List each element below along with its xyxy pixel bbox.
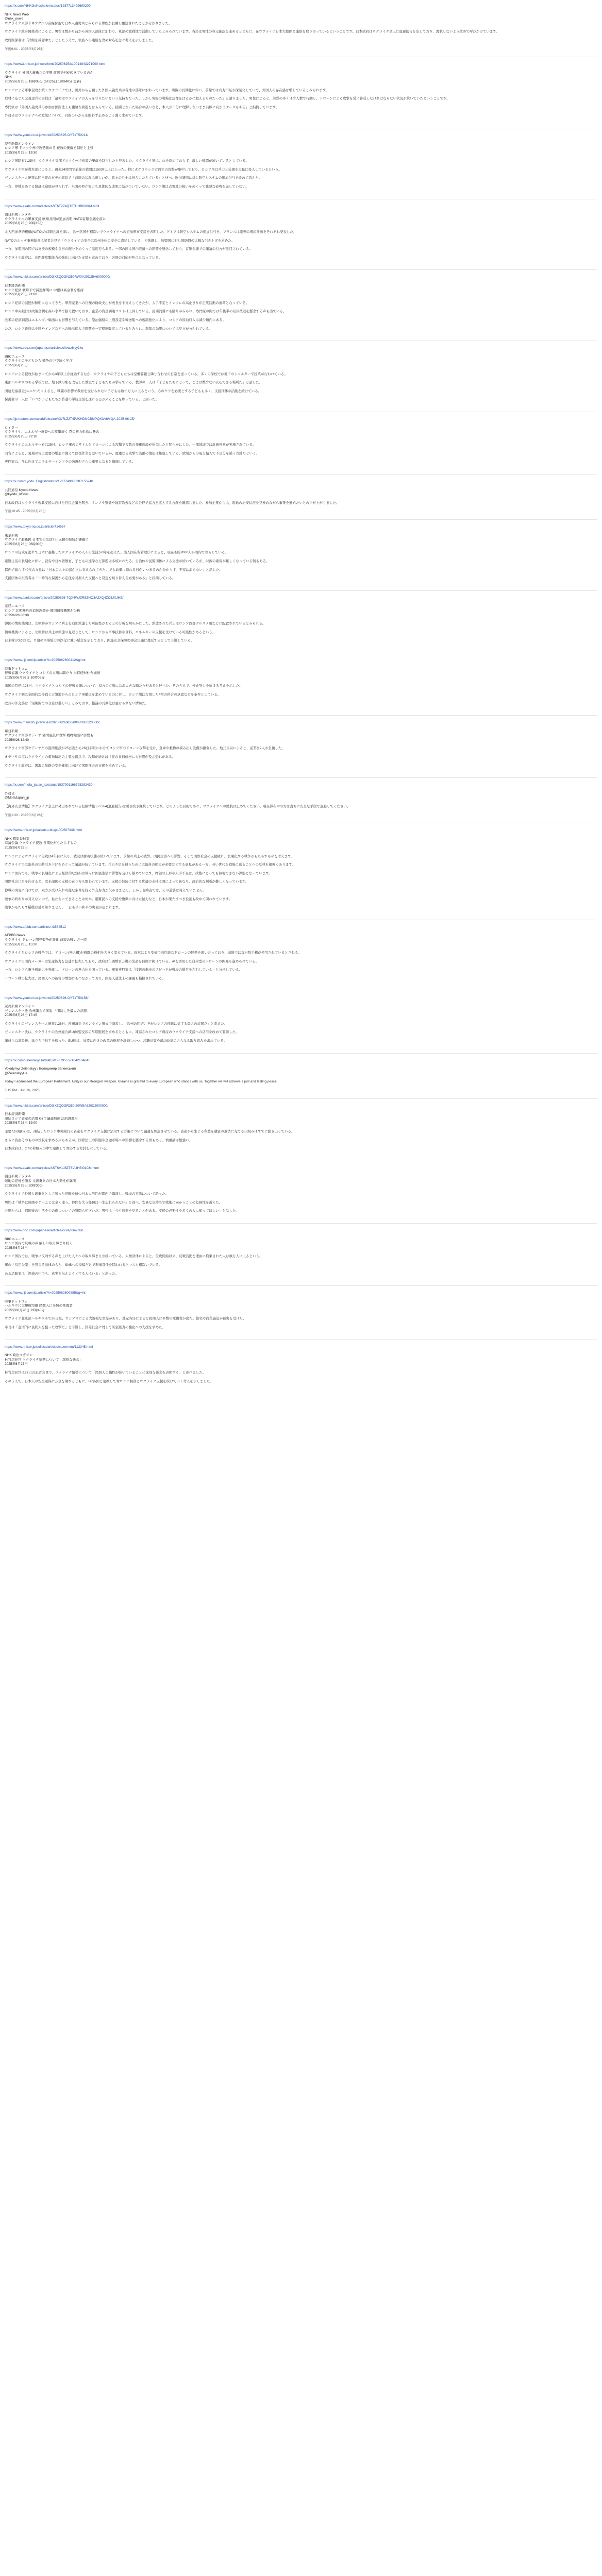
header-line: 2025/6/26 12:40: [5, 738, 29, 742]
article-paragraph: 一方、加盟国の間では支援の規模や負担の配分をめぐって温度差もある。一部の国は国内経済への影響を懸念しており、首脳会議での議論の行方が注目されている。: [5, 247, 253, 251]
spacer: [5, 505, 597, 510]
article-paragraph: ゼレンスキー大統領は同日夜のビデオ演説で「前線の状況は厳しいが、我々の兵士は持ちこたえている」と述べ、欧米諸国に対し防空システムの追加供与を改めて訴えた。: [5, 176, 262, 180]
article-paragraph: 北大西洋条約機構(NATO)の首脳会議を前に、欧州各国が相次いでウクライナへの追加軍事支援を表明した。ドイツは防空システムの追加供与を、フランスは砲弾の増産計画をそれぞれ発表した。: [5, 230, 297, 234]
article-paragraph: ウクライナ南部オデーサ州の港湾施設が25日夜から26日未明にかけてロシア軍のドローン攻撃を受け、倉庫や穀物の積み出し設備が損傷した。地元当局によると、従業員2人が負傷した。: [5, 747, 285, 751]
source-name: Volodymyr Zelenskyy / Володимир Зеленський: [5, 1067, 76, 1071]
spacer: [5, 833, 597, 837]
article-paragraph: 戦争がもたらす犠牲は計り知れません。一日も早い和平の実現が望まれます。: [5, 906, 122, 910]
header-line: 2025年06月26日 22時40分: [5, 1308, 45, 1312]
spacer: [5, 1001, 597, 1005]
source-name: 東京新聞: [5, 533, 18, 537]
source-link[interactable]: https://x.com/ZelenskyyUa/status/1937955571042164845: [5, 1058, 90, 1062]
article-section: [5, 1104, 597, 1156]
source-link[interactable]: https://www.asahi.com/articles/AST6T2Z4QT6TUHBI00XM.html: [5, 204, 99, 208]
header-line: 2025年6月26日: [5, 846, 28, 850]
article-paragraph: ウクライナ側は全面的な停戦と占領地からのロシア軍撤退を求めているのに対し、ロシア側は占領した4州の併合の承認などを条件としている。: [5, 692, 221, 697]
article-paragraph: 主要7か国(G7)は、凍結したロシア中央銀行の資産をウクライナ支援に活用する方策について議論を加速させている。資産から生じる利益を融資の返済に充てる仕組みはすでに動き出している。: [5, 1130, 295, 1133]
spacer: [5, 402, 597, 406]
source-name: 毎日新聞: [5, 729, 18, 733]
source-link[interactable]: https://www.nhk.or.jp/politics/articles/statement/112345.html: [5, 1345, 93, 1349]
article-section: [5, 480, 597, 514]
article-paragraph: ロシア国内では、戦争に反対する声を上げた人々への取り締まりが続いている。人権団体によると、侵攻開始以来、反戦活動を理由に拘束された人は数万人に上るという。: [5, 1255, 263, 1259]
article-paragraph: 保護者の一人は「いつか子どもたちが普通の学校生活を送れる日が来ることを願っている」と語った。: [5, 398, 159, 402]
source-name: 日本経済新聞: [5, 1112, 25, 1116]
spacer: [5, 9, 597, 13]
spacer: [5, 385, 597, 389]
spacer: [5, 956, 597, 960]
header-line: ロシア軍 ドネツク州で攻勢強める 複数の集落を制圧と主張: [5, 146, 94, 150]
article-section: [5, 1059, 597, 1093]
article-paragraph: ウクライナ政府は、長距離攻撃能力の強化に向けた支援も求めており、各国の対応が焦点となっている。: [5, 256, 162, 260]
article-paragraph: ウクライナ政府関係者によると、男性は数か月前から外国人部隊に加わり、東部の激戦地で活動していたとみられています。当局は男性の身元確認を進めるとともに、在ウクライナ日本大使館と連絡を取り合っているということです。日本政府はウクライナ全土に退避勧告を出しており、渡航しないよう改めて呼びかけています。: [5, 30, 499, 34]
section-divider: [5, 519, 597, 520]
article-paragraph: ロシアの侵攻を逃れて日本に避難したウクライナの人々の生活が3年を超えた。出入国在留管理庁によると、現在も約2000人が国内で暮らしている。: [5, 551, 228, 555]
article-paragraph: ウクライナのエネルギー省は25日、ロシア軍のミサイルとドローンによる攻撃で複数の発電施設が損傷したと明らかにした。一部地域では計画停電が実施されている。: [5, 443, 256, 447]
header-line: 2025年6月25日 22:10: [5, 434, 37, 438]
source-link[interactable]: https://x.com/mofa_japan_jp/status/1937901166728282430: [5, 783, 93, 787]
article-paragraph: ロシアによる侵攻が始まってから3年以上が経過するなか、ウクライナの子どもたちは空襲警報と隣り合わせの日常を送っている。多くの学校では地下のシェルターで授業が行われている。: [5, 372, 288, 376]
spacer: [5, 84, 597, 89]
spacer: [5, 1197, 597, 1201]
spacer: [5, 973, 597, 977]
source-name: 外務省: [5, 791, 15, 795]
spacer: [5, 1018, 597, 1022]
article-paragraph: 【海外安全情報】ウクライナ全土に発出されている危険情報レベル4(退避勧告)は引き続き継続しています。どのような目的であれ、ウクライナへの渡航は止めてください。現在滞在中の方は直ちに安全な手段で退避してください。: [5, 805, 350, 809]
spacer: [5, 280, 597, 284]
source-link[interactable]: https://www.bbc.com/japanese/articles/cx2ep8l47d8o: [5, 1228, 83, 1232]
spacer: [5, 851, 597, 855]
section-divider: [5, 1223, 597, 1224]
spacer: [5, 1330, 597, 1334]
header-line: 2025年6月26日 17:45: [5, 1013, 37, 1018]
article-paragraph: 情報機関によると、北朝鮮は兵士の派遣の見返りとして、ロシアから軍事技術や食料、エネルギーの支援を受けている可能性があるという。: [5, 630, 216, 634]
spacer: [5, 643, 597, 648]
spacer: [5, 1259, 597, 1263]
article-paragraph: 日本政府はウクライナ復興支援に向けた官民会議を開き、インフラ整備や地雷除去などの分野で協力を拡大する方針を確認しました。参加企業からは、現地の治安状況を見極めながら事業を進めたいとの声が上がりました。: [5, 501, 340, 505]
source-link[interactable]: https://www.asahi.com/articles/AST6V1J8ZT6VUHBI01CM.html: [5, 1166, 99, 1170]
spacer: [5, 1084, 597, 1089]
spacer: [5, 1151, 597, 1156]
header-line: 停戦協議 ウクライナとロシアの立場に隔たり 米特使が仲介継続: [5, 671, 101, 675]
article-paragraph: 男性は「戦争は映画やゲームとは全く違う。仲間を失う経験は一生忘れられない」と述べ、安易な気持ちで戦地に向かうことの危険性を訴えた。: [5, 1200, 223, 1205]
spacer: [5, 190, 597, 194]
spacer: [5, 564, 597, 568]
spacer: [5, 164, 597, 168]
header-line: 2025年6月26日 20時30分: [5, 1183, 43, 1188]
spacer: [5, 1076, 597, 1080]
source-name: 共同通信 Kyodo News: [5, 488, 38, 492]
source-link[interactable]: https://jp.reuters.com/world/ukraine/XU7LZ2T4PJKHDNCBMPQK3A6MQA-2025-06-25/: [5, 417, 135, 421]
header-line: 2025年6月25日 18時05分 (6月25日 18時40分 更新): [5, 79, 81, 83]
article-paragraph: 戦争の終わりが見えない中で、私たちにできることは何か。避難民への支援や復興に向けた協力など、日本が果たすべき役割も改めて問われています。: [5, 897, 232, 901]
section-divider: [5, 715, 597, 716]
spacer: [5, 1321, 597, 1326]
article-section: [5, 133, 597, 194]
spacer: [5, 768, 597, 772]
header-line: 2025年6月25日 20時15分: [5, 222, 43, 226]
article-paragraph: 欧米の経済制裁はエネルギー輸出にも影響を与えている。原油価格の上限設定や輸送船への規制強化により、ロシアの原油収入は減少傾向にある。: [5, 318, 226, 322]
spacer: [5, 93, 597, 97]
spacer: [5, 1276, 597, 1280]
source-link[interactable]: https://www.bbc.com/japanese/articles/c0ewz6lyy1ko: [5, 346, 83, 350]
article-paragraph: 東部ハルキウのある学校では、地下鉄の駅を改装した教室で子どもたちが学んでいる。教師の一人は「子どもたちにとって、ここは数少ない安心できる場所だ」と話した。: [5, 381, 263, 385]
header-line: 戦地の記憶を語る 元義勇兵の日本人男性が講演: [5, 1179, 76, 1183]
spacer: [5, 260, 597, 264]
spacer: [5, 929, 597, 934]
article-paragraph: ドローン戦の拡大は、民間人への被害の増加にもつながっており、国際人道法上の課題も指摘されている。: [5, 976, 165, 980]
spacer: [5, 1188, 597, 1192]
article-paragraph: 専門家は「外国人義勇兵の参加は国際法上も複雑な問題をはらんでいる。捕虜となった場合の扱いなど、本人が十分に理解しないまま前線に向かうケースもある」と指摘しています。: [5, 105, 279, 109]
spacer: [5, 1108, 597, 1112]
spacer: [5, 497, 597, 501]
section-divider: [5, 269, 597, 270]
header-line: ロシア 北朝鮮兵の追加派遣か 韓国情報機関が分析: [5, 608, 80, 613]
source-name: 読売新聞オンライン: [5, 1005, 35, 1009]
source-name: 朝日新聞デジタル: [5, 213, 31, 217]
header-line: 2025年6月25日 21:00: [5, 293, 37, 297]
header-line: ロシア経済 戦時下で減速鮮明に 中銀は高金利を維持: [5, 288, 84, 292]
spacer: [5, 484, 597, 488]
source-name: AFPBB News: [5, 934, 25, 938]
spacer: [5, 893, 597, 897]
spacer: [5, 138, 597, 142]
spacer: [5, 572, 597, 577]
spacer: [5, 981, 597, 986]
header-line: ハルキウに大規模空爆 民間人に多数の死傷者: [5, 1304, 73, 1308]
header-line: ウクライナ避難民 日本での生活3年 支援の継続が課題に: [5, 538, 89, 542]
header-line: 2025年6月25日: [5, 363, 28, 367]
article-paragraph: Today I addressed the European Parliament. Unity is our strongest weapon. Ukraine is grateful to every European who stands with us. Together we will achieve a just and lasting peace.: [5, 1080, 278, 1084]
spacer: [5, 788, 597, 792]
article-paragraph: 議員らは演説後、総立ちで拍手を送った。EU側は、加盟に向けた改革の進展を評価しつつ、汚職対策や司法改革のさらなる取り組みを求めている。: [5, 1039, 227, 1043]
article-section: [5, 658, 597, 710]
spacer: [5, 1134, 597, 1139]
spacer: [5, 448, 597, 452]
article-section: [5, 596, 597, 648]
header-line: ウクライナの子どもたち 戦争の中で続く学び: [5, 359, 73, 363]
spacer: [5, 555, 597, 560]
spacer: [5, 209, 597, 213]
spacer: [5, 689, 597, 693]
spacer: [5, 297, 597, 301]
spacer: [5, 885, 597, 889]
spacer: [5, 1126, 597, 1130]
article-paragraph: ロシア国内でも、戦争の長期化による経済的な負担は徐々に国民生活に影響を及ぼし始めています。物価の上昇や人手不足は、政権にとっても無視できない課題となっています。: [5, 871, 272, 875]
article-paragraph: 同省によると、夏場の電力需要の増加に備えて修復作業を急いでいるが、度重なる攻撃で設備の復旧は難航している。欧州からの電力輸入で不足分を補う方針だという。: [5, 451, 259, 455]
source-name: BBCニュース: [5, 354, 25, 359]
source-name: BBCニュース: [5, 1237, 25, 1241]
header-line: 林官房長官 ウクライナ情勢について「深刻な懸念」: [5, 1358, 82, 1362]
article-paragraph: 停戦の実現に向けては、双方が受け入れ可能な条件を探る外交努力が欠かせません。しかし現時点では、その道筋は見えていません。: [5, 888, 206, 892]
source-name: 朝日新聞デジタル: [5, 1175, 31, 1179]
header-line: @ZelenskyyUa: [5, 1071, 28, 1075]
header-line: 2025年6月25日 19:30: [5, 150, 37, 155]
article-paragraph: 外務省はウクライナへの渡航について、目的のいかんを問わず止めるよう強く求めています。: [5, 114, 145, 118]
article-paragraph: 日本政府は、G7の枠組みの中で連携して対応する方針を示している。: [5, 1147, 110, 1151]
spacer: [5, 235, 597, 239]
spacer: [5, 252, 597, 256]
article-paragraph: 都内で暮らす40代の女性は「日本の人々の温かさに支えられてきた。でも故郷に帰れる日がいつ来るのか分からず、不安は消えない」と話した。: [5, 568, 223, 572]
header-line: ウクライナ ドローン開発競争が激化 前線の戦い方一変: [5, 938, 87, 942]
header-line: 2025年6月26日 15:20: [5, 942, 37, 946]
spacer: [5, 1376, 597, 1380]
spacer: [5, 868, 597, 872]
article-section: [5, 4, 597, 52]
spacer: [5, 67, 597, 71]
spacer: [5, 43, 597, 47]
header-line: 2025年6月27日: [5, 1362, 28, 1366]
article-paragraph: 専門家は、冬に向けてエネルギーインフラの防護がさらに重要になると指摘している。: [5, 460, 136, 464]
header-line: NHK: [5, 75, 12, 79]
article-paragraph: ロシア中央銀行は政策金利を高い水準で据え置いており、企業の資金調達コストは上昇している。民間消費にも陰りがみられ、専門家の間では年後半の景気後退を懸念する声も出ている。: [5, 310, 287, 314]
section-divider: [5, 1285, 597, 1286]
article-section: [5, 205, 597, 265]
header-line: 凍結ロシア資産の活用 G7で議論加速 法的課題も: [5, 1116, 78, 1121]
spacer: [5, 1268, 597, 1272]
spacer: [5, 1035, 597, 1039]
article-section: [5, 828, 597, 914]
spacer: [5, 1044, 597, 1048]
article-paragraph: 日米韓の3か国は、ロ朝の軍事協力の深化に強い懸念を示しており、国連安全保障理事会決議に違反するとして非難している。: [5, 639, 194, 643]
article-section: [5, 783, 597, 818]
article-paragraph: ウクライナ政府は、黒海の航路の安全確保に向けて国際社会の支援を求めている。: [5, 764, 129, 768]
section-divider: [5, 590, 597, 591]
header-line: @MofaJapan_jp: [5, 796, 29, 800]
spacer: [5, 331, 597, 335]
spacer: [5, 626, 597, 631]
source-link[interactable]: https://www.jiji.com/jc/article?k=2025062600412&g=int: [5, 658, 86, 662]
spacer: [5, 1233, 597, 1238]
spacer: [5, 1296, 597, 1300]
spacer: [5, 1063, 597, 1067]
spacer: [5, 377, 597, 381]
spacer: [5, 101, 597, 106]
source-link[interactable]: https://www.nhk.or.jp/kaisetsu-blog/100/507348.html: [5, 828, 82, 833]
header-line: ゼレンスキー氏 欧州議会で演説 「団結こそ最大の武器」: [5, 1009, 90, 1013]
spacer: [5, 1349, 597, 1353]
header-line: ウクライナへの軍事支援 欧州各国が追加表明 NATO首脳会議を前に: [5, 217, 106, 221]
article-paragraph: そのうえで、日本人の安全確保に万全を期すとともに、G7各国と連携して対ロシア制裁とウクライナ支援を続けていく考えを示しました。: [5, 1379, 213, 1383]
article-paragraph: 軍の「信用失墜」を禁じる法律のもと、SNSへの投稿だけで刑事責任を問われるケースも相次いでいる。: [5, 1263, 162, 1267]
article-section: [5, 721, 597, 772]
article-paragraph: 取材に応じた元義勇兵の男性は「最初はウクライナの人々を守りたいという気持ちだった。しかし実際の戦場は想像をはるかに超えるものだった」と語りました。男性によると、部隊の多くは少人数で行動し、ドローンによる攻撃を常に警戒しなければならない状況が続いていたということです。: [5, 97, 450, 101]
spacer: [5, 1384, 597, 1388]
spacer: [5, 751, 597, 755]
source-link[interactable]: https://www.tokyo-np.co.jp/article/414567: [5, 525, 66, 529]
article-paragraph: 避難生活の長期化に伴い、就労や日本語教育、子どもの進学など課題は多岐にわたる。自治体や民間団体による支援が続いているが、財源の確保が難しくなっている例もある。: [5, 560, 270, 563]
article-paragraph: ロシア経済の減速が鮮明になってきた。軍需産業への巨額の財政支出が成長を下支えしてきたが、人手不足とインフレの高止まりが企業活動の重荷となっている。: [5, 301, 249, 305]
article-paragraph: ウクライナとロシアの戦争では、ドローン(無人機)が戦闘の様相を大きく変えている。両軍はより安価で高性能なドローンの開発を競い合っており、前線では毎日数千機が使用されているとされる。: [5, 951, 302, 955]
spacer: [5, 698, 597, 702]
article-paragraph: 支援団体の担当者は「一時的な保護から定住を見据えた支援へと発想を切り替える必要がある」と指摘している。: [5, 577, 176, 581]
article-section: [5, 1229, 597, 1280]
article-section: [5, 1166, 597, 1218]
article-section: [5, 346, 597, 406]
article-paragraph: 国連児童基金(ユニセフ)によると、戦闘の影響で教育を受けられない子どもは数十万人に上るという。心のケアを必要とする子どもも多く、支援団体が活動を続けている。: [5, 389, 262, 393]
article-paragraph: 会場からは、帰国後の生活や心の傷についての質問も相次いだ。男性は「今も悪夢を見ることがある。支援の必要性を多くの人に知ってほしい」と話した。: [5, 1209, 239, 1213]
article-paragraph: ロシア国防省は25日、ウクライナ東部ドネツク州で複数の集落を制圧したと発表した。ウクライナ軍はこれを認めておらず、激しい戦闘が続いているとしている。: [5, 159, 249, 163]
source-name: ウクライナ 外国人義勇兵の実態 前線で何が起きているのか: [5, 71, 94, 75]
header-line: @nhk_news: [5, 17, 23, 21]
spacer: [5, 323, 597, 327]
source-link[interactable]: https://www.afpbb.com/articles/-/3584512: [5, 925, 66, 929]
source-link[interactable]: https://x.com/Kyodo_English/status/1937749830287155240: [5, 480, 93, 484]
article-paragraph: 米国の特使は26日、ウクライナとロシアの停戦協議について、双方の立場になお大きな隔たりがあると述べた。そのうえで、仲介努力を続ける考えを示した。: [5, 684, 243, 688]
article-section: [5, 275, 597, 335]
header-line: ウクライナ、エネルギー施設への攻撃続く 夏の電力供給に懸念: [5, 430, 99, 434]
post-timestamp: 5:15 PM · Jun 26, 2025: [5, 1089, 40, 1093]
article-section: [5, 925, 597, 986]
article-section: [5, 1291, 597, 1334]
spacer: [5, 581, 597, 585]
article-paragraph: ウクライナで外国人義勇兵として戦った経験を持つ日本人男性が都内で講演し、戦場の実態について語った。: [5, 1192, 169, 1196]
article-paragraph: 市長は「意図的に民間人を狙った攻撃だ」と非難し、国際社会に対して防空能力の強化への支援を求めた。: [5, 1326, 165, 1330]
article-paragraph: ロシアによる軍事侵攻が続くウクライナでは、国外から志願した外国人義勇兵が各地の部隊に加わっています。戦闘の長期化に伴い、前線では兵力不足が深刻化していて、外国人の存在感は増しているとみられます。: [5, 88, 329, 92]
article-paragraph: ウクライナ北東部ハルキウ市で26日夜、ロシア軍による大規模な空爆があり、地元当局によると民間人に多数の死傷者が出た。住宅や商業施設が被害を受けた。: [5, 1317, 246, 1321]
source-name: ロイター: [5, 426, 18, 430]
spacer: [5, 1367, 597, 1371]
source-link[interactable]: https://www3.nhk.or.jp/news/html/20250625/k10014843271000.html: [5, 62, 106, 66]
header-line: 2025年6月26日: [5, 1246, 28, 1250]
article-paragraph: ウクライナのゼレンスキー大統領は26日、欧州議会でオンライン形式で演説し、「欧州の団結こそがロシアの侵略に対する最大の武器だ」と訴えた。: [5, 1022, 228, 1026]
source-name: 産経ニュース: [5, 604, 25, 608]
article-paragraph: 一方、停戦をめぐる協議は進展が見られず、米国の仲介努力も具体的な成果に結びついていない。ロシア側は占領地の扱いをめぐって強硬な姿勢を崩していない。: [5, 185, 249, 189]
article-paragraph: 政府関係者は「詳細を確認中だ」としたうえで、家族への連絡を含め対応を急ぐ考えを示しました。: [5, 38, 156, 42]
spacer: [5, 351, 597, 355]
spacer: [5, 530, 597, 534]
article-paragraph: ただ、ロシア政府は中国やインドなどへの輸出拡大で影響を一定程度吸収しているとみられ、制裁の効果については見方が分かれている。: [5, 327, 212, 331]
header-line: 2025年06月26日 10時05分: [5, 675, 45, 680]
spacer: [5, 465, 597, 469]
spacer: [5, 859, 597, 863]
spacer: [5, 910, 597, 914]
article-section: [5, 996, 597, 1048]
spacer: [5, 368, 597, 372]
spacer: [5, 422, 597, 426]
article-paragraph: 韓国の情報機関は、北朝鮮がロシアに兵士を追加派遣した可能性があるとの分析を明らかにした。派遣された兵士はロシア西部クルスク州などに配置されているとみられる。: [5, 622, 266, 626]
source-link[interactable]: https://x.com/NHKGoKoshelev/status/1937713499699209: [5, 4, 91, 8]
article-section: [5, 62, 597, 123]
article-paragraph: ウクライナでは動員の年齢引き下げをめぐって議論が続いています。兵力不足を補うためには動員の拡大が必要だとする意見がある一方、若い世代を戦場に送ることへの反発も根強くあります。: [5, 863, 295, 867]
source-name: 時事ドットコム: [5, 1299, 28, 1303]
spacer: [5, 226, 597, 230]
spacer: [5, 618, 597, 622]
spacer: [5, 1171, 597, 1175]
spacer: [5, 947, 597, 951]
spacer: [5, 1143, 597, 1147]
post-timestamp: 午後10:45 · 2025年6月25日: [5, 510, 46, 514]
header-line: ロシア国内で反戦の声 厳しい取り締まり続く: [5, 1242, 73, 1246]
article-paragraph: 欧州の外交筋は「短期間での合意は難しい」とみており、協議の長期化は避けられない情勢だ。: [5, 701, 149, 705]
post-timestamp: 午後6:01 · 2025年6月25日: [5, 47, 44, 51]
header-line: ウクライナ東部ドネツク州の前線付近で日本人義勇兵とみられる男性が負傷し搬送されたことが分かりました。: [5, 21, 172, 25]
source-link[interactable]: https://www.yomiuri.co.jp/world/20250626-OYT1T50158/: [5, 996, 89, 1000]
spacer: [5, 902, 597, 906]
header-line: @kyodo_official: [5, 493, 28, 497]
article-section: [5, 417, 597, 469]
header-line: 2025年6月26日 06時00分: [5, 542, 43, 546]
spacer: [5, 314, 597, 318]
spacer: [5, 663, 597, 667]
header-line: 時論公論 ウクライナ侵攻 長期化がもたらすもの: [5, 841, 77, 845]
source-link[interactable]: https://www.yomiuri.co.jp/world/20250625-OYT1T50211/: [5, 133, 89, 137]
article-paragraph: 林官房長官は27日の記者会見で、ウクライナ情勢について「民間人の犠牲が続いていることに深刻な懸念を表明する」と述べました。: [5, 1371, 206, 1375]
spacer: [5, 760, 597, 764]
source-link[interactable]: https://www.nikkei.com/article/DGXZQOGR260I20W5A620C2000000/: [5, 1104, 109, 1108]
header-line: 2025/6/26 08:30: [5, 613, 29, 617]
article-paragraph: 国際社会に目を向けると、欧米諸国の支援の在り方も問われています。支援の継続に対する世論の支持は国によって異なり、政治的な判断が難しくなっています。: [5, 880, 249, 884]
article-section: [5, 1345, 597, 1388]
section-divider: [5, 777, 597, 778]
spacer: [5, 809, 597, 814]
article-paragraph: ゼレンスキー氏は、ウクライナの欧州連合(EU)加盟交渉の早期進展を求めるとともに、凍結されたロシア資産のウクライナ支援への活用を改めて要請した。: [5, 1030, 239, 1035]
header-line: ウクライナ南部オデーサ 港湾施設に攻撃 穀物輸出に影響も: [5, 734, 94, 738]
article-paragraph: 一方、ロシアも電子戦能力を強化し、ドローンの無力化を図っている。軍事専門家は「技術の進歩のスピードが戦場の優劣を左右している」と分析している。: [5, 968, 243, 972]
section-divider: [5, 1098, 597, 1099]
source-name: NHK 政治マガジン: [5, 1353, 33, 1358]
article-paragraph: NATOのルッテ事務総長は記者会見で「ウクライナの安全は欧州全体の安全に直結している」と強調し、加盟国に対し国防費の大幅な引き上げを求めた。: [5, 239, 235, 243]
spacer: [5, 801, 597, 805]
spacer: [5, 600, 597, 604]
spacer: [5, 706, 597, 710]
section-divider: [5, 1053, 597, 1054]
source-link[interactable]: https://www.sankei.com/article/20250626-7QX4WJZR5ZNO3A2XQ4ZC5JXJHE/: [5, 596, 124, 600]
source-name: 日本経済新聞: [5, 284, 25, 287]
post-timestamp: 午後1:30 · 2025年6月26日: [5, 813, 44, 817]
article-paragraph: ロシアによるウクライナ侵攻は4年目に入り、戦況は膠着状態が続いています。前線の兵士の疲弊、国民生活への影響、そして国際社会の支援疲れ。長期化する戦争がもたらすものを考えます。: [5, 854, 294, 858]
article-section: [5, 525, 597, 585]
source-name: NHK 解説委員室: [5, 837, 30, 841]
spacer: [5, 725, 597, 730]
article-paragraph: ウクライナ軍参謀本部によると、過去24時間で前線の戦闘は150回以上に上った。特にポクロウシク方面での攻撃が集中しており、ロシア軍は兵力と装備を大量に投入しているという。: [5, 167, 282, 172]
header-line: 2025年6月26日 19:00: [5, 1121, 37, 1125]
spacer: [5, 181, 597, 185]
article-paragraph: ウクライナの国内メーカーは生産能力を急速に拡大しており、政府は年間数百万機の生産を目標に掲げている。AIを活用した自律型のドローンの開発も進められている。: [5, 959, 259, 963]
spacer: [5, 1214, 597, 1218]
source-link[interactable]: https://www.jiji.com/jc/article?k=2025062600885&g=int: [5, 1291, 86, 1295]
source-link[interactable]: https://www.nikkei.com/article/DGXZQOGN250RW0V20C25A6000000/: [5, 275, 110, 279]
spacer: [5, 35, 597, 39]
article-paragraph: ある活動家は「恐怖の中でも、真実を伝えようとする人はいる」と語った。: [5, 1272, 119, 1276]
source-name: 読売新聞オンライン: [5, 142, 35, 146]
source-link[interactable]: https://www.mainichi.jp/articles/20250626/k00/00m/030/120000c: [5, 721, 100, 725]
article-paragraph: さらに資産そのものの没収を求める声もあるが、国際法上の問題や金融市場への影響を懸念する国もあり、慎重論は根強い。: [5, 1138, 192, 1142]
article-paragraph: オデーサの港はウクライナの穀物輸出の主要な拠点で、攻撃が続けば世界の食料価格にも影響が及ぶ恐れがある。: [5, 755, 176, 759]
source-name: 時事ドットコム: [5, 667, 28, 671]
spacer: [5, 118, 597, 123]
source-name: NHK News Web: [5, 12, 29, 16]
